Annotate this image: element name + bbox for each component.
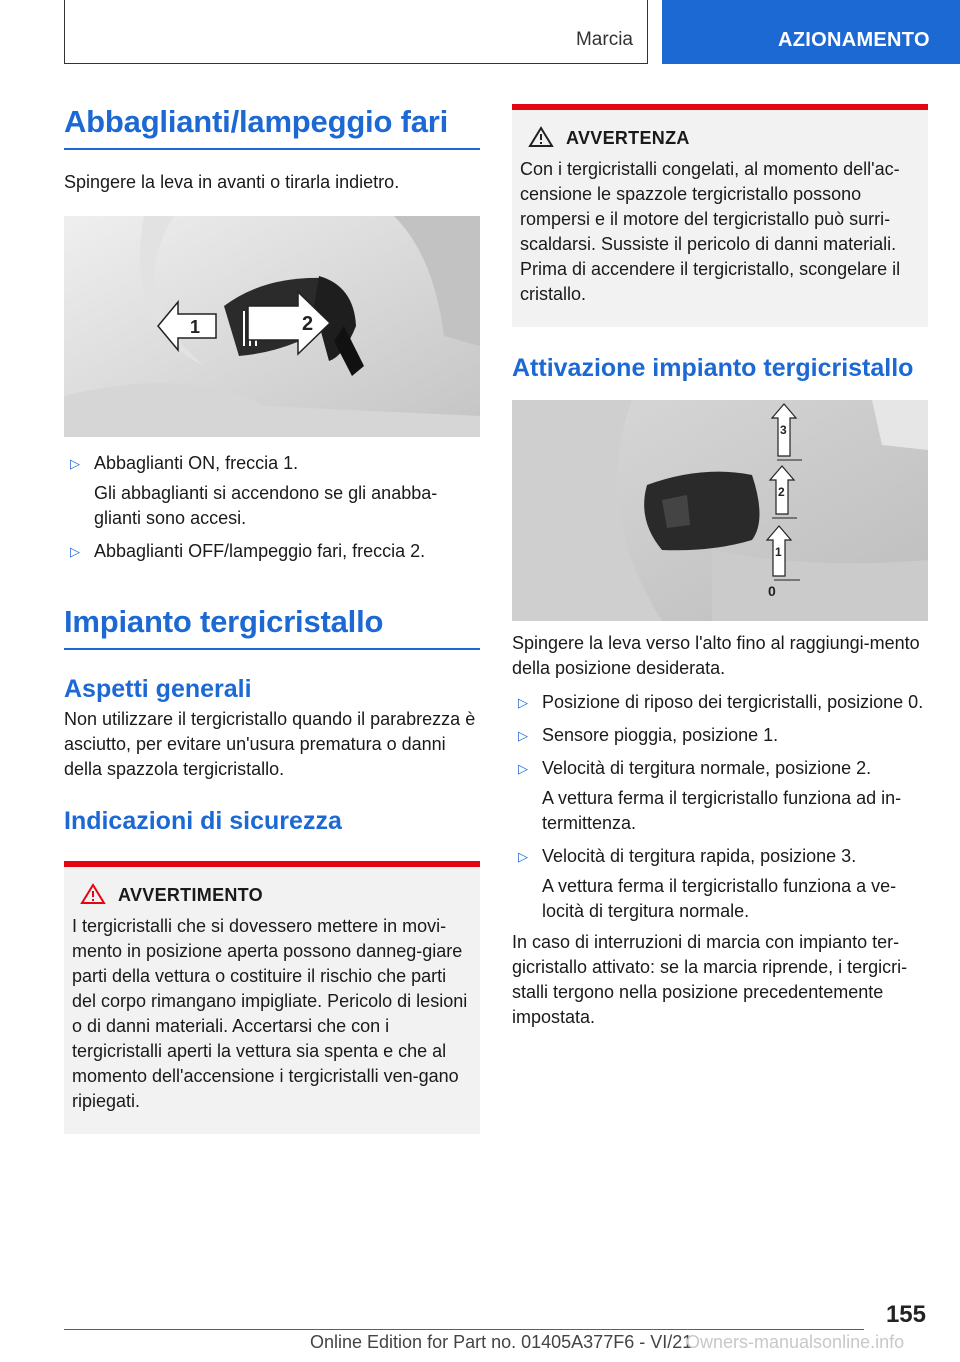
warning-title <box>118 885 472 906</box>
triangle-bullet-icon: ▷ <box>518 761 528 776</box>
header-section: Marcia <box>575 29 633 50</box>
header-box <box>64 0 648 64</box>
wiper-list-2 <box>512 844 928 869</box>
warning-triangle-icon <box>80 883 106 905</box>
list-item-text: Velocità di tergitura rapida, posizione 3. <box>542 846 857 866</box>
list-item <box>64 451 480 476</box>
subtitle-safety: Indicazioni di sicurezza <box>64 807 342 835</box>
header-tab: AZIONAMENTO <box>662 0 960 64</box>
list-item <box>512 844 928 869</box>
section-title-wipers: Impianto tergicristallo <box>64 604 480 650</box>
list-item-text: Velocità di tergitura normale, posizione 2. <box>542 758 872 778</box>
general-text: Non utilizzare il tergicristallo quando il parabrezza è asciutto, per evitare un'usura prematura o danni della spazzola tergicristallo. <box>64 709 476 779</box>
warning-text: I tergicristalli che si dovessero mettere in movi-mento in posizione aperta possono danneg-giare parti della vettura o costituire il rischio che parti del corpo rimangano impigliate. Pericolo di lesioni o di danni materiali. Accertarsi che con i tergicristalli aperti la vettura sia spenta e che al momento dell'accensione i tergicristalli ven-gano ripiegati. <box>72 916 468 1111</box>
activation-outro: In caso di interruzioni di marcia con impianto ter-gicristallo attivato: se la marcia riprende, i tergicri-stalli tergono nella posizione precedentemente impostata. <box>512 932 908 1027</box>
warning-box <box>64 861 480 1134</box>
warning-title-text: AVVERTIMENTO <box>118 885 263 905</box>
list-item-text: Posizione di riposo dei tergicristalli, posizione 0. <box>542 692 924 712</box>
position-0-label: 0 <box>768 583 776 599</box>
subtitle-activation: Attivazione impianto tergicristallo <box>512 354 914 382</box>
high-beam-lever-image <box>64 216 480 437</box>
high-beam-list-2 <box>64 539 480 564</box>
notice-title <box>566 128 920 149</box>
footer-divider <box>64 1329 864 1330</box>
list-item-text: Abbaglianti OFF/lampeggio fari, freccia 2. <box>94 541 426 561</box>
list-item <box>512 723 928 748</box>
subtitle-general: Aspetti generali <box>64 675 252 703</box>
footer-edition: Online Edition for Part no. 01405A377F6 - VI/21 <box>310 1332 693 1352</box>
triangle-bullet-icon: ▷ <box>518 728 528 743</box>
wiper-illustration <box>512 400 928 621</box>
position-2-label: 2 <box>778 485 785 499</box>
list-item-note: Gli abbaglianti si accendono se gli anabba-glianti sono accesi. <box>94 483 438 528</box>
notice-title-text: AVVERTENZA <box>566 128 690 148</box>
footer-watermark: Owners-manualsonline.info <box>686 1332 905 1352</box>
arrow-2-label: 2 <box>302 313 314 335</box>
warning-triangle-icon <box>528 126 554 148</box>
page-number: 155 <box>885 1301 926 1328</box>
high-beam-intro: Spingere la leva in avanti o tirarla indietro. <box>64 172 400 192</box>
activation-intro: Spingere la leva verso l'alto fino al raggiungi-mento della posizione desiderata. <box>512 633 920 678</box>
triangle-bullet-icon: ▷ <box>518 849 528 864</box>
list-item <box>512 690 928 715</box>
list-item-note: A vettura ferma il tergicristallo funziona a ve-locità di tergitura normale. <box>542 876 897 921</box>
list-item-text: Sensore pioggia, posizione 1. <box>542 725 779 745</box>
list-item-text: Abbaglianti ON, freccia 1. <box>94 453 299 473</box>
notice-text: Con i tergicristalli congelati, al momento dell'ac-censione le spazzole tergicristallo possono rompersi e il motore del tergicristallo può surri-scaldarsi. Sussiste il pericolo di danni materiali. Prima di accendere il tergicristallo, scongelare il cristallo. <box>520 159 901 304</box>
high-beam-list <box>64 451 480 476</box>
section-title-high-beam: Abbaglianti/lampeggio fari <box>64 104 480 150</box>
list-item-note: A vettura ferma il tergicristallo funziona ad in-termittenza. <box>542 788 902 833</box>
position-3-label: 3 <box>780 423 787 437</box>
wiper-list <box>512 690 928 781</box>
triangle-bullet-icon: ▷ <box>518 695 528 710</box>
list-item <box>64 539 480 564</box>
position-1-label: 1 <box>775 545 782 559</box>
right-column <box>512 104 928 1030</box>
left-column <box>64 104 480 1134</box>
arrow-2-icon <box>244 288 354 358</box>
notice-box <box>512 104 928 327</box>
list-item <box>512 756 928 781</box>
triangle-bullet-icon: ▷ <box>70 456 80 471</box>
triangle-bullet-icon: ▷ <box>70 544 80 559</box>
wiper-lever-image <box>512 400 928 621</box>
arrow-1-label: 1 <box>190 317 201 337</box>
